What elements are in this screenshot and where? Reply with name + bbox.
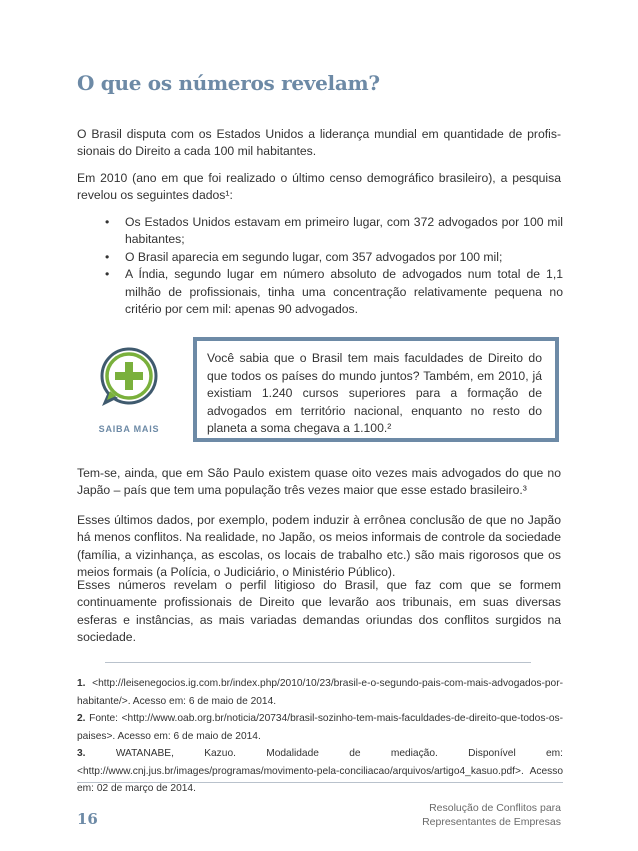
list-item-text: A Índia, segundo lugar em número absoluto de advogados num total de 1,1 milhão de profissionais, tinha uma concentração relativamente pequena no critério por cem mil: apenas 90 advogados. (125, 267, 563, 317)
footnote-divider (105, 662, 531, 663)
paragraph-conclusion: Esses números revelam o perfil litigioso do Brasil, que faz com que se formem continuamente profissionais de Direito que levarão aos tribunais, em suas diversas esferas e instâncias, as mais variadas demandas oriundas dos conflitos surgidos na sociedade. (77, 578, 561, 645)
footer-title-line2: Representantes de Empresas (422, 816, 561, 828)
footnote-number: 1. (77, 678, 86, 689)
page-number: 16 (77, 810, 98, 828)
paragraph-census: Em 2010 (ano em que foi realizado o último censo demográfico brasileiro), a pesquisa revelou os seguintes dados¹: (77, 171, 561, 203)
bullet-marker: • (105, 267, 110, 282)
footnote-number: 2. (77, 713, 86, 724)
footer-book-title (422, 801, 561, 829)
saiba-mais-label: SAIBA MAIS (98, 424, 160, 434)
list-item (77, 214, 563, 249)
footnote (77, 675, 563, 710)
footnote-text: WATANABE, Kazuo. Modalidade de mediação. Disponível em: <http://www.cnj.jus.br/images/programas/movimento-pela-conciliacao/arquivos/artigo4_kasuo.pdf>. Acesso em: 02 de março de 2014. (77, 748, 563, 794)
footer-title-line1: Resolução de Conflitos para (429, 802, 561, 814)
paragraph-japan: Esses últimos dados, por exemplo, podem induzir à errônea conclusão de que no Japão há menos conflitos. Na realidade, no Japão, os meios informais de controle da sociedade (família, a vizinhança, as escolas, os locais de trabalho etc.) são mais rigorosos que os meios formais (a Polícia, o Judiciário, o Ministério Público). (77, 513, 561, 580)
footnote-text: <http://leisenegocios.ig.com.br/index.php/2010/10/23/brasil-e-o-segundo-pais-com-mais-advogados-por-habitante/>. Acesso em: 6 de maio de 2014. (77, 678, 563, 707)
callout-text: Você sabia que o Brasil tem mais faculdades de Direito do que todos os países do mundo juntos? Também, em 2010, já existiam 1.240 cursos superiores para a formação de advogados em território nacional, enquanto no resto do planeta a soma chegava a 1.100.² (207, 351, 542, 435)
list-item-text: Os Estados Unidos estavam em primeiro lugar, com 372 advogados por 100 mil habitantes; (125, 215, 563, 247)
paragraph-intro: O Brasil disputa com os Estados Unidos a liderança mundial em quantidade de profissionais do Direito a cada 100 mil habitantes. (77, 127, 561, 159)
footnote (77, 745, 563, 798)
list-item-text: O Brasil aparecia em segundo lugar, com 357 advogados por 100 mil; (125, 249, 503, 264)
footnote-text: Fonte: <http://www.oab.org.br/noticia/20734/brasil-sozinho-tem-mais-faculdades-de-direito-que-todos-os-paises>. Acesso em: 6 de maio de 2014. (77, 713, 563, 742)
footnote-number: 3. (77, 748, 86, 759)
footer-divider (77, 782, 563, 783)
statistics-list (77, 214, 563, 318)
speech-bubble-plus-icon (88, 340, 170, 422)
section-heading: O que os números revelam? (77, 71, 380, 95)
list-item (77, 249, 563, 266)
paragraph-sao-paulo: Tem-se, ainda, que em São Paulo existem quase oito vezes mais advogados do que no Japão – país que tem uma população três vezes maior que esse estado brasileiro.³ (77, 466, 561, 498)
saiba-mais-badge (88, 340, 170, 440)
bullet-marker: • (105, 249, 110, 264)
footnote (77, 710, 563, 745)
callout-box (193, 337, 559, 442)
list-item (77, 266, 563, 318)
bullet-marker: • (105, 215, 110, 229)
